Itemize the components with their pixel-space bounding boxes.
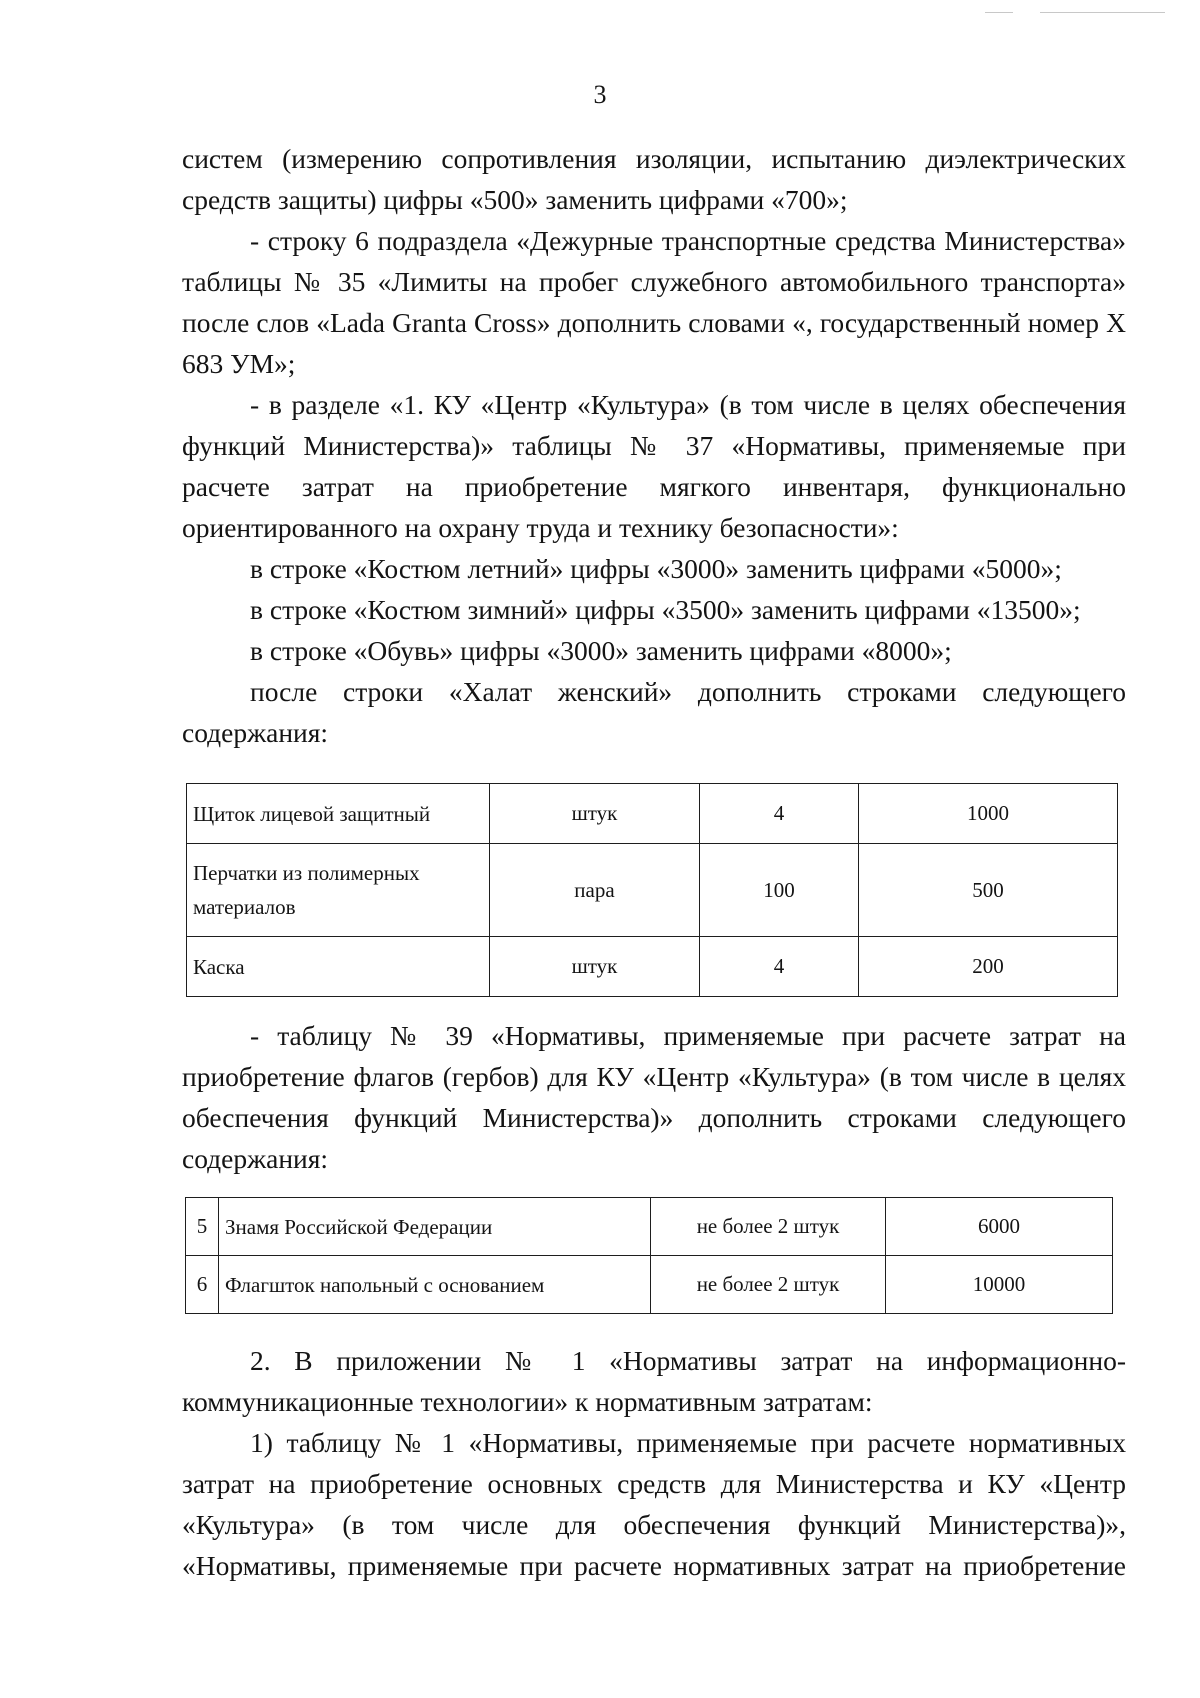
item-name-cell: Флагшток напольный с основанием — [219, 1256, 651, 1314]
paragraph-footwear: в строке «Обувь» цифры «3000» заменить цифрами «8000»; — [250, 635, 952, 666]
page-number: 3 — [593, 80, 607, 109]
price-cell: 500 — [859, 844, 1118, 937]
price-cell: 10000 — [886, 1256, 1113, 1314]
price-cell: 6000 — [886, 1198, 1113, 1256]
paragraph-winter-suit: в строке «Костюм зимний» цифры «3500» заменить цифрами «13500»; — [250, 594, 1081, 625]
table-37-additions — [186, 783, 1118, 997]
row-number-cell: 6 — [186, 1256, 219, 1314]
paragraph-table-39-change: - таблицу № 39 «Нормативы, применяемые при расчете затрат на приобретение флагов (гербов) для КУ «Центр «Культура» (в том числе в целях обеспечения функций Министерства)» дополнить строками следующего содержания: — [182, 1020, 1126, 1174]
body-text-bottom — [182, 1340, 1126, 1586]
table-row — [186, 1198, 1113, 1256]
unit-cell: штук — [490, 937, 700, 997]
body-text-top — [182, 138, 1126, 753]
paragraph-after-gown: после строки «Халат женский» дополнить строками следующего содержания: — [182, 676, 1126, 748]
table-row — [187, 784, 1118, 844]
paragraph-table-1-change: 1) таблицу № 1 «Нормативы, применяемые при расчете нормативных затрат на приобретение основных средств для Министерства и КУ «Центр «Культура» (в том числе для обеспечения функций Министерства)», «Нормативы, применяемые при расчете нормативных затрат на приобретение — [182, 1427, 1126, 1581]
price-cell: 200 — [859, 937, 1118, 997]
unit-cell: пара — [490, 844, 700, 937]
paragraph-appendix-1: 2. В приложении № 1 «Нормативы затрат на информационно-коммуникационные технологии» к нормативным затратам: — [182, 1345, 1126, 1417]
quantity-cell: 4 — [700, 784, 859, 844]
item-name-cell: Щиток лицевой защитный — [187, 784, 490, 844]
paragraph-table-35-change: - строку 6 подраздела «Дежурные транспортные средства Министерства» таблицы № 35 «Лимиты на пробег служебного автомобильного транспорта» после слов «Lada Granta Cross» дополнить словами «, государственный номер Х 683 УМ»; — [182, 225, 1126, 379]
table-39-additions — [185, 1197, 1113, 1314]
item-name-cell: Перчатки из полимерных материалов — [187, 844, 490, 937]
unit-cell: штук — [490, 784, 700, 844]
paragraph-summer-suit: в строке «Костюм летний» цифры «3000» заменить цифрами «5000»; — [250, 553, 1062, 584]
scan-artifact-line — [1040, 12, 1165, 13]
table-row — [187, 844, 1118, 937]
price-cell: 1000 — [859, 784, 1118, 844]
body-text-middle — [182, 1015, 1126, 1179]
quantity-cell: не более 2 штук — [651, 1256, 886, 1314]
row-number-cell: 5 — [186, 1198, 219, 1256]
paragraph-table-37-change: - в разделе «1. КУ «Центр «Культура» (в том числе в целях обеспечения функций Министерства)» таблицы № 37 «Нормативы, применяемые при расчете затрат на приобретение мягкого инвентаря, функционально ориентированного на охрану труда и технику безопасности»: — [182, 389, 1126, 543]
paragraph-continuation: систем (измерению сопротивления изоляции, испытанию диэлектрических средств защиты) цифры «500» заменить цифрами «700»; — [182, 143, 1126, 215]
table-row — [186, 1256, 1113, 1314]
quantity-cell: 100 — [700, 844, 859, 937]
quantity-cell: 4 — [700, 937, 859, 997]
item-name-cell: Каска — [187, 937, 490, 997]
quantity-cell: не более 2 штук — [651, 1198, 886, 1256]
scan-artifact-line — [985, 12, 1013, 13]
item-name-cell: Знамя Российской Федерации — [219, 1198, 651, 1256]
table-row — [187, 937, 1118, 997]
